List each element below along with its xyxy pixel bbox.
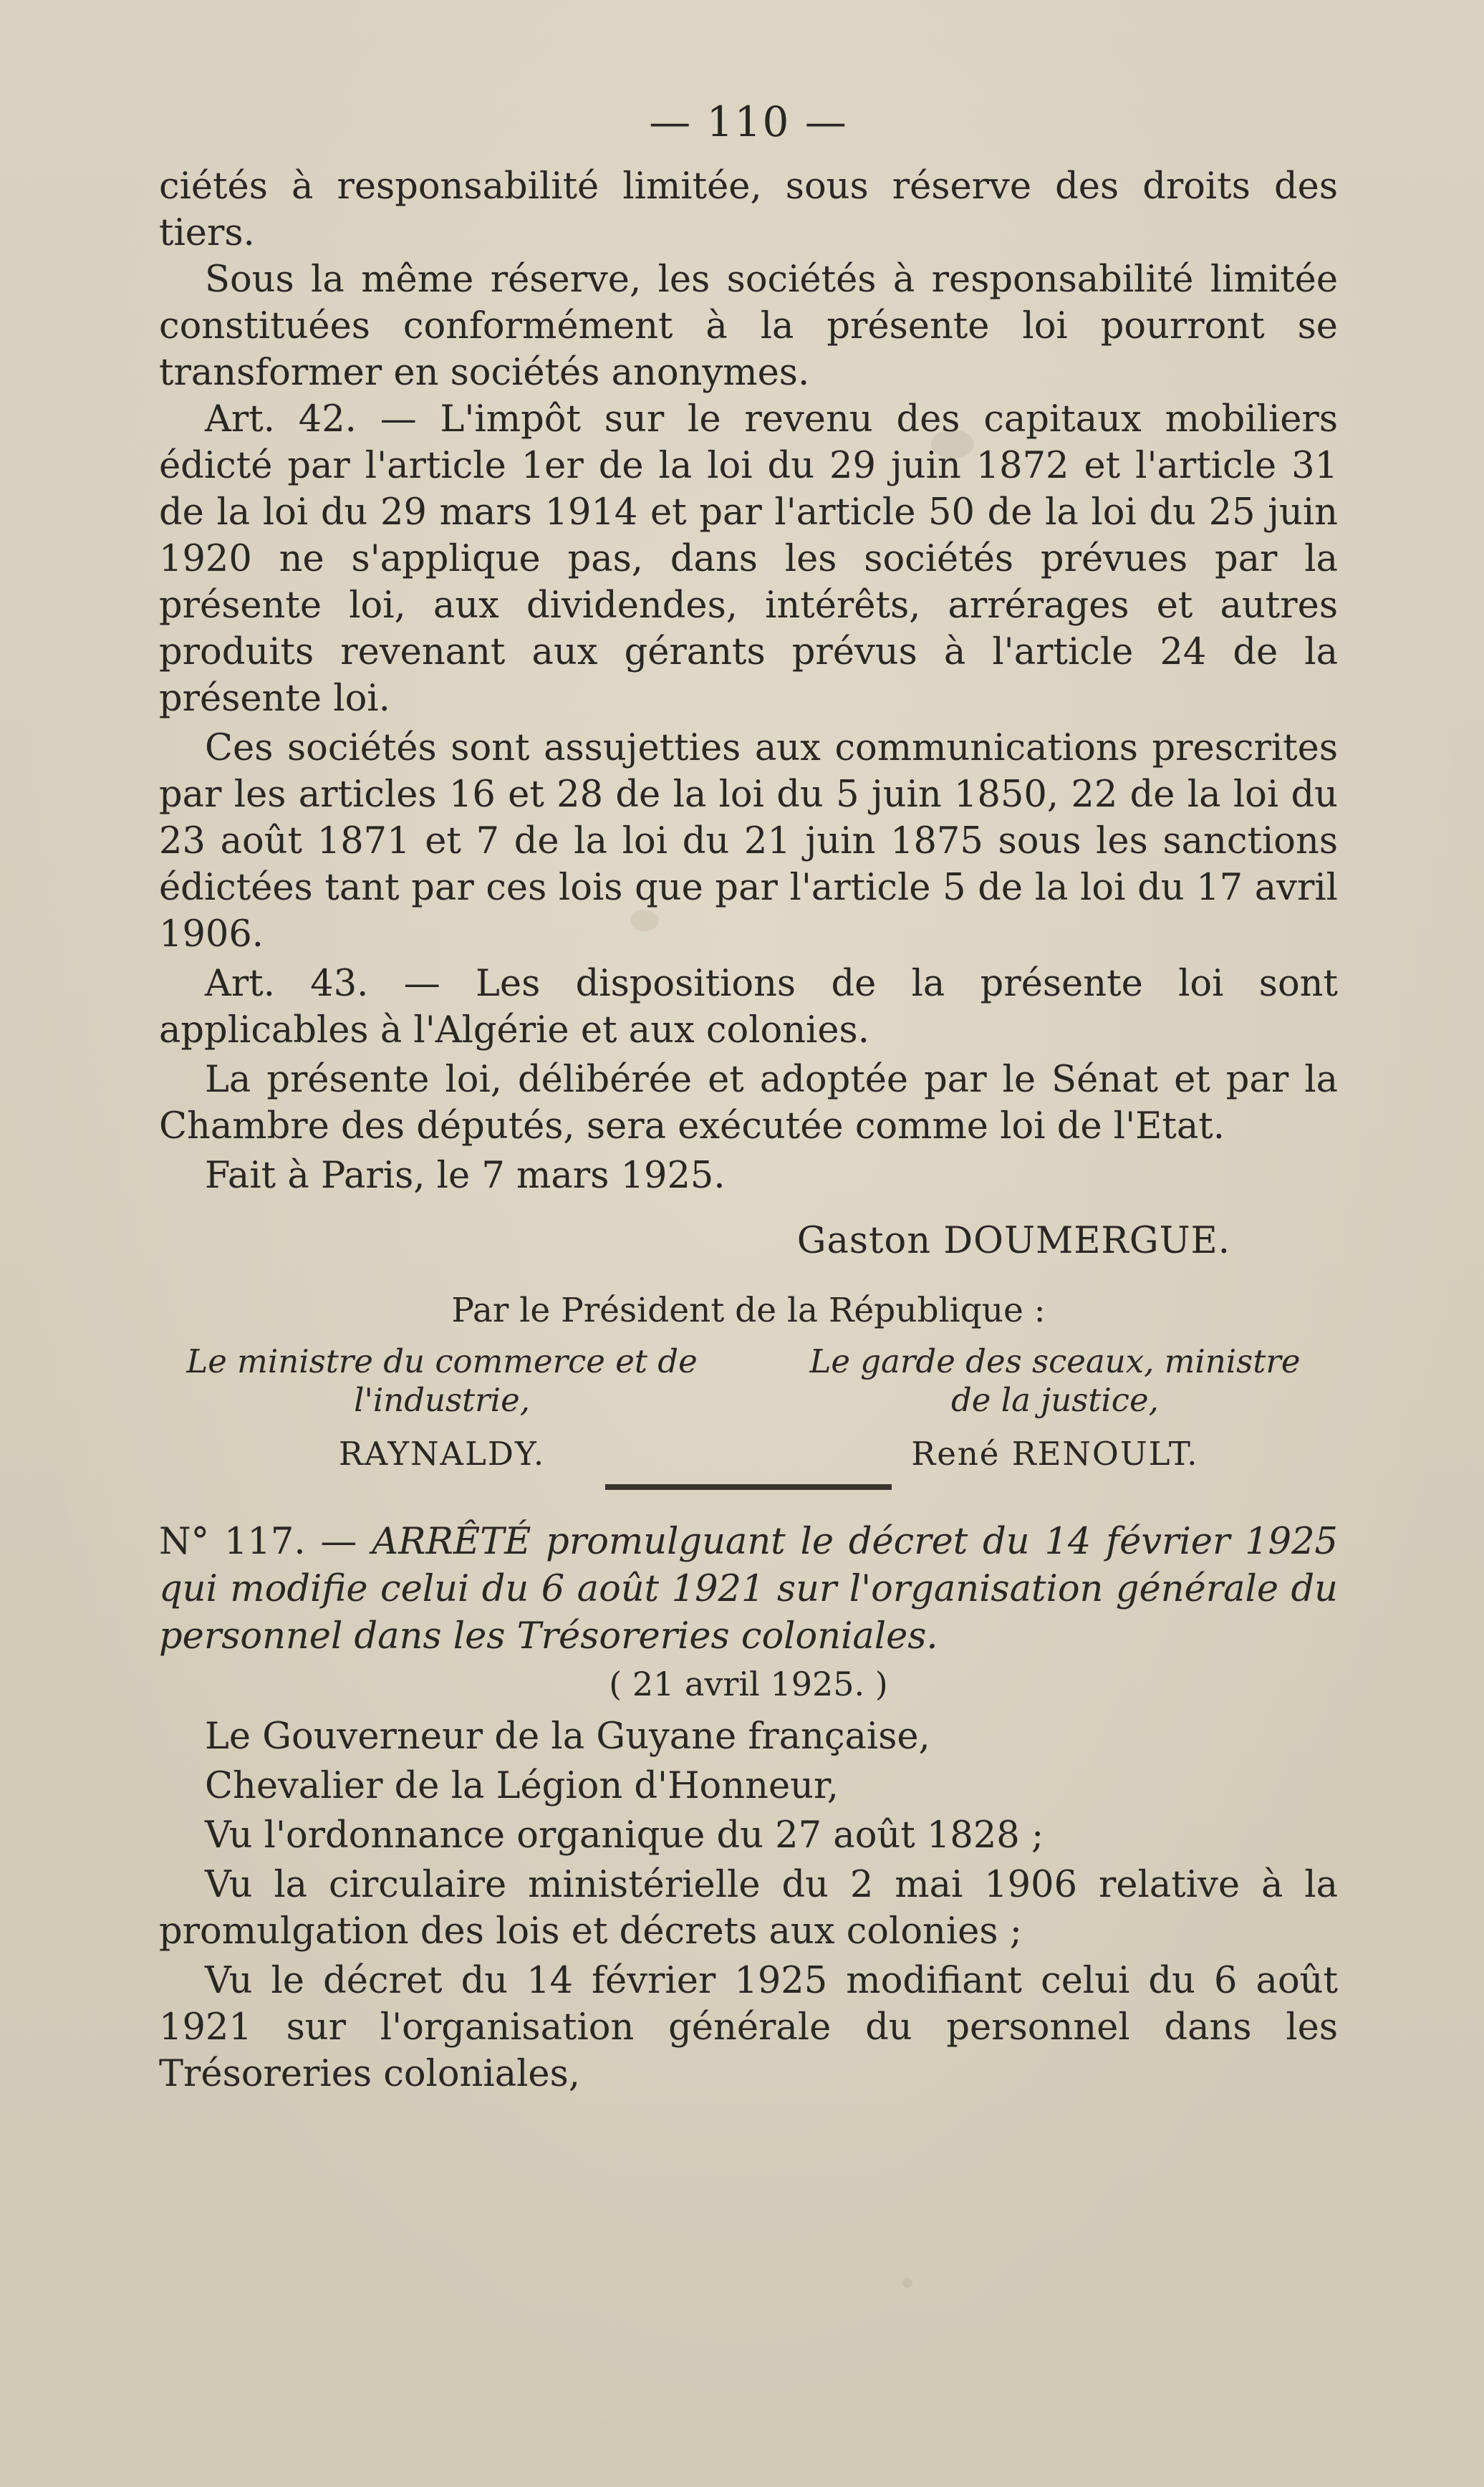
arrete-text xyxy=(159,1713,1338,2097)
minister-name: René RENOULT. xyxy=(911,1435,1199,1473)
minister-signatures xyxy=(159,1342,1338,1476)
minister-right xyxy=(772,1342,1338,1476)
arrete-heading xyxy=(159,1519,1338,1660)
president-signature: Gaston DOUMERGUE. xyxy=(796,1220,1230,1262)
paragraph: La présente loi, délibérée et adoptée par le Sénat et par la Chambre des députés, sera exécutée comme loi de l'Etat. xyxy=(159,1059,1338,1148)
arrete-number: N° 117. — xyxy=(159,1521,357,1563)
minister-title: Le ministre du commerce et de xyxy=(186,1342,698,1380)
paragraph: Vu la circulaire ministérielle du 2 mai 1906 relative à la promulgation des lois et décrets aux colonies ; xyxy=(159,1864,1338,1953)
arrete-title: ARRÊTÉ promulguant le décret du 14 février 1925 qui modifie celui du 6 août 1921 sur l'organisation générale du personnel dans les Trésoreries coloniales. xyxy=(159,1521,1338,1658)
paragraph: Sous la même réserve, les sociétés à responsabilité limitée constituées conformément à la présente loi pourront se transformer en sociétés anonymes. xyxy=(159,259,1338,394)
paragraph: Vu le décret du 14 février 1925 modifiant celui du 6 août 1921 sur l'organisation générale du personnel dans les Trésoreries coloniales, xyxy=(159,1960,1338,2095)
date-place: Fait à Paris, le 7 mars 1925. xyxy=(205,1155,726,1197)
article-42: Art. 42. — L'impôt sur le revenu des capitaux mobiliers édicté par l'article 1er de la loi du 29 juin 1872 et l'article 31 de la loi du 29 mars 1914 et par l'article 50 de la loi du 25 juin 1920 ne s'applique pas, dans les sociétés prévues par la présente loi, aux dividendes, intérêts, arrérages et autres produits revenant aux gérants prévus à l'article 24 de la présente loi. xyxy=(159,398,1338,720)
by-president-line: Par le Président de la République : xyxy=(451,1291,1046,1330)
paragraph: Ces sociétés sont assujetties aux communications prescrites par les articles 16 et 28 de la loi du 5 juin 1850, 22 de la loi du 23 août 1871 et 7 de la loi du 21 juin 1875 sous les sanctions édictées tant par ces lois que par l'article 5 de la loi du 17 avril 1906. xyxy=(159,727,1338,956)
paragraph: ciétés à responsabilité limitée, sous réserve des droits des tiers. xyxy=(159,165,1338,254)
minister-title: l'industrie, xyxy=(354,1381,531,1419)
paragraph: Vu l'ordonnance organique du 27 août 1828 ; xyxy=(205,1814,1044,1857)
minister-title: Le garde des sceaux, ministre xyxy=(809,1342,1301,1380)
minister-title: de la justice, xyxy=(951,1381,1159,1419)
page-number: — 110 — xyxy=(649,97,848,146)
law-text xyxy=(159,163,1338,1199)
paragraph: Chevalier de la Légion d'Honneur, xyxy=(205,1765,839,1807)
minister-left xyxy=(159,1342,725,1476)
article-43: Art. 43. — Les dispositions de la présente loi sont applicables à l'Algérie et aux colonies. xyxy=(159,963,1338,1052)
arrete-date: ( 21 avril 1925. ) xyxy=(609,1665,888,1703)
paper-stain xyxy=(902,2278,912,2288)
paragraph: Le Gouverneur de la Guyane française, xyxy=(205,1716,930,1758)
page-text xyxy=(159,86,1338,2097)
minister-name: RAYNALDY. xyxy=(338,1435,546,1473)
section-divider xyxy=(605,1484,892,1490)
